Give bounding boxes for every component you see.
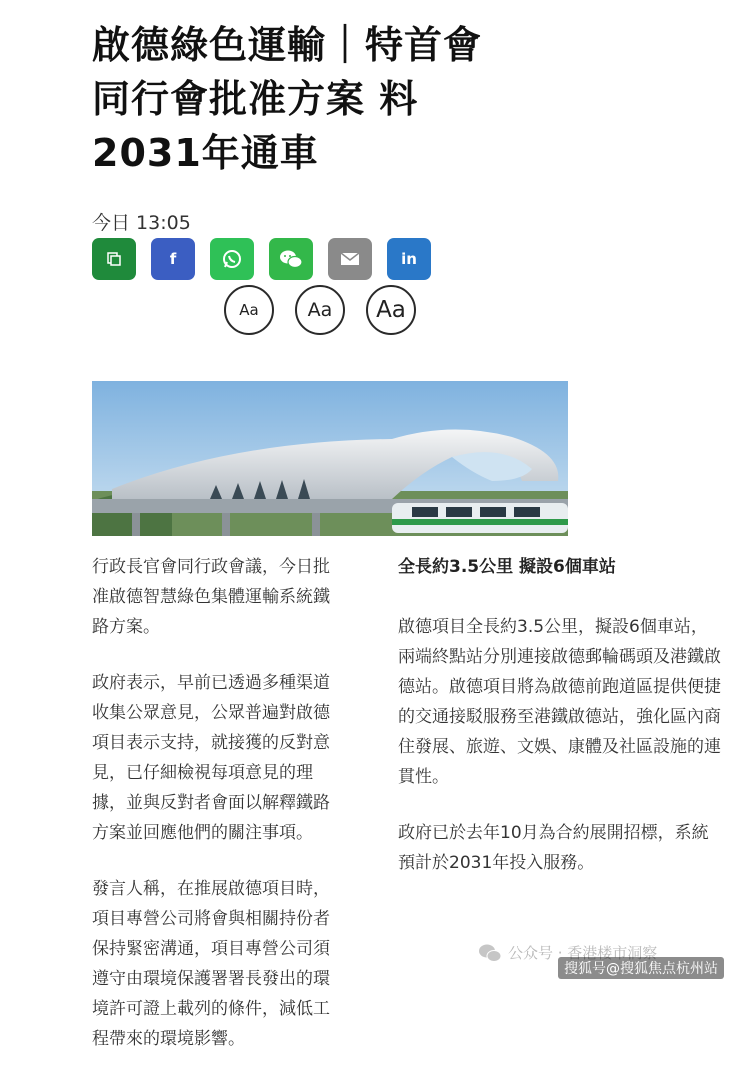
email-icon <box>340 251 360 267</box>
paragraph: 發言人稱，在推展啟德項目時，項目專營公司將會與相關持份者保持緊密溝通，項目專營公司須遵守由環境保護署署長發出的環境許可證上載列的條件，減低工程帶來的環境影響。 <box>92 879 330 1049</box>
section-subheading: 全長約3.5公里 擬設6個車站 <box>398 557 616 577</box>
linkedin-share-button[interactable] <box>387 238 431 280</box>
wechat-icon <box>278 248 304 270</box>
wechat-icon <box>478 943 502 963</box>
article-headline: 啟德綠色運輸｜特首會 同行會批准方案 料 2031年通車 <box>92 23 483 175</box>
whatsapp-icon <box>221 248 243 270</box>
watermark-text: 公众号 · 香港楼市洞察 <box>508 944 658 962</box>
font-size-small-button[interactable]: Aa <box>224 285 274 335</box>
article-timestamp: 今日 13:05 <box>92 212 191 234</box>
facebook-icon: f <box>169 250 177 268</box>
copy-icon <box>106 251 122 267</box>
paragraph: 政府表示，早前已透過多種渠道收集公眾意見，公眾普遍對啟德項目表示支持，就接獲的反對意見，已仔細檢視每項意見的理據，並與反對者會面以解釋鐵路方案並回應他們的關注事項。 <box>92 673 330 843</box>
station-rendering-image <box>92 381 568 536</box>
font-size-medium-button[interactable]: Aa <box>295 285 345 335</box>
font-size-large-button[interactable]: Aa <box>366 285 416 335</box>
source-tag: 搜狐号@搜狐焦点杭州站 <box>558 957 724 979</box>
email-share-button[interactable] <box>328 238 372 280</box>
facebook-share-button[interactable] <box>151 238 195 280</box>
font-size-controls <box>224 285 416 335</box>
linkedin-icon: in <box>401 250 417 268</box>
paragraph: 行政長官會同行政會議，今日批准啟德智慧綠色集體運輸系統鐵路方案。 <box>92 557 330 637</box>
paragraph: 政府已於去年10月為合約展開招標，系統預計於2031年投入服務。 <box>398 823 709 873</box>
left-column <box>92 552 342 1080</box>
paragraph: 啟德項目全長約3.5公里，擬設6個車站，兩端終點站分別連接啟德郵輪碼頭及港鐵啟德站。啟德項目將為啟德前跑道區提供便捷的交通接駁服務至港鐵啟德站，強化區內商住發展、旅遊、文娛、康體及社區設施的連貫性。 <box>398 617 721 787</box>
share-bar <box>92 238 431 280</box>
wechat-share-button[interactable] <box>269 238 313 280</box>
copy-link-button[interactable] <box>92 238 136 280</box>
right-column <box>398 552 722 904</box>
whatsapp-share-button[interactable] <box>210 238 254 280</box>
